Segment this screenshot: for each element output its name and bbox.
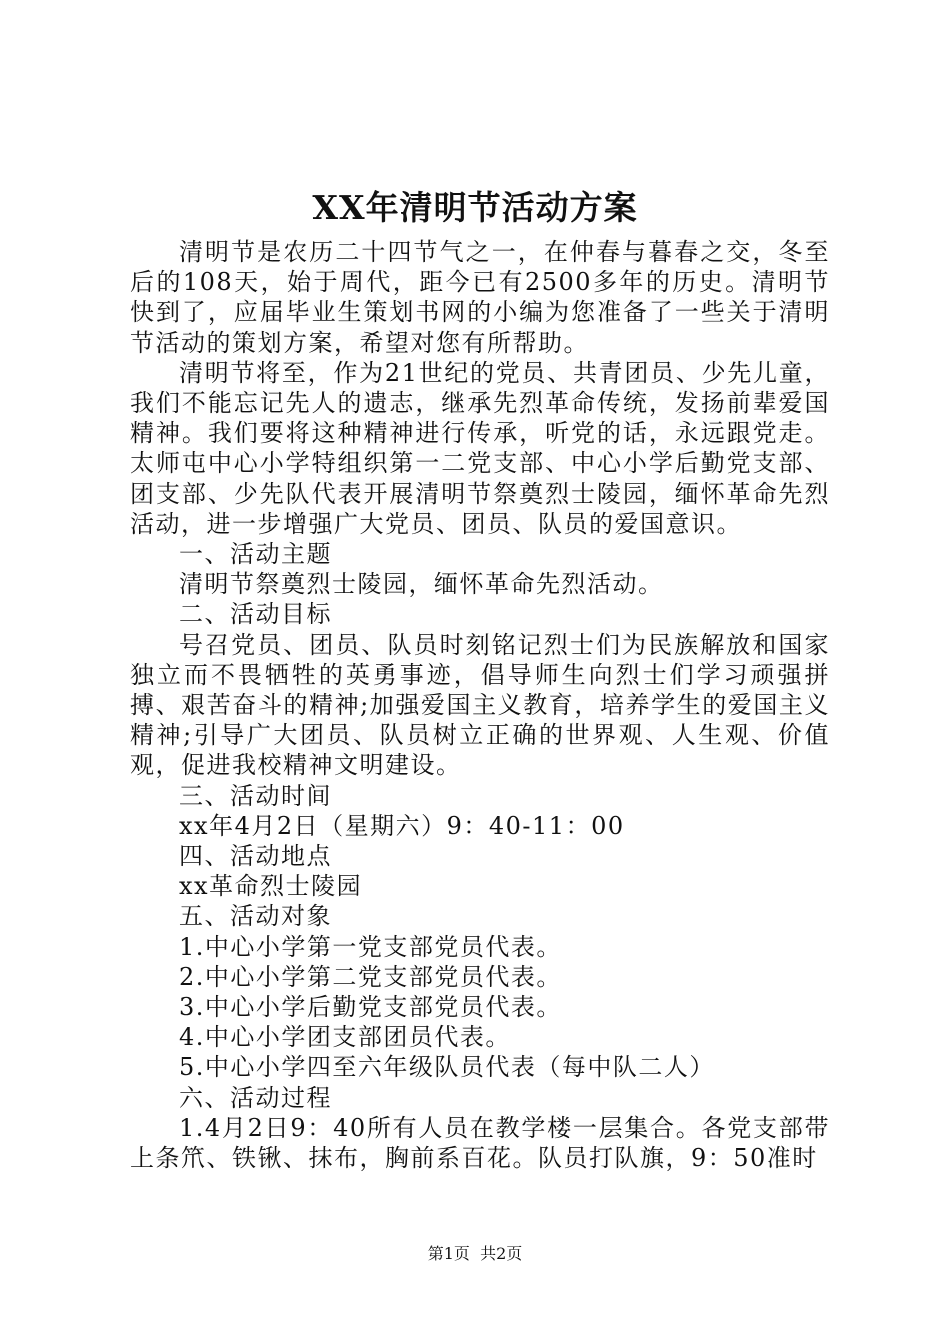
theme-paragraph: 清明节祭奠烈士陵园，缅怀革命先烈活动。 bbox=[179, 570, 664, 599]
section-heading-process: 六、活动过程 bbox=[179, 1083, 332, 1112]
participant-item: 5.中心小学四至六年级队员代表（每中队二人） bbox=[179, 1053, 715, 1082]
section-heading-participants: 五、活动对象 bbox=[179, 902, 332, 931]
section-heading-theme: 一、活动主题 bbox=[179, 540, 332, 569]
participant-item: 3.中心小学后勤党支部党员代表。 bbox=[179, 993, 562, 1022]
document-body bbox=[130, 237, 830, 1173]
document-title: XX年清明节活动方案 bbox=[312, 188, 638, 227]
background-paragraph: 清明节将至，作为21世纪的党员、共青团员、少先儿童，我们不能忘记先人的遗志，继承先烈革命传统，发扬前辈爱国精神。我们要将这种精神进行传承，听党的话，永远跟党走。太师屯中心小学特组织第一二党支部、中心小学后勤党支部、团支部、少先队代表开展清明节祭奠烈士陵园，缅怀革命先烈活动，进一步增强广大党员、团员、队员的爱国意识。 bbox=[130, 358, 830, 538]
goal-paragraph: 号召党员、团员、队员时刻铭记烈士们为民族解放和国家独立而不畏牺牲的英勇事迹，倡导师生向烈士们学习顽强拼搏、艰苦奋斗的精神;加强爱国主义教育，培养学生的爱国主义精神;引导广大团员、队员树立正确的世界观、人生观、价值观，促进我校精神文明建设。 bbox=[130, 630, 830, 780]
participant-item: 2.中心小学第二党支部党员代表。 bbox=[179, 962, 562, 991]
page-number-total: 共2页 bbox=[480, 1244, 523, 1263]
page-number-current: 第1页 bbox=[427, 1244, 470, 1263]
page-footer bbox=[0, 1243, 950, 1265]
section-heading-goal: 二、活动目标 bbox=[179, 600, 332, 629]
location-paragraph: xx革命烈士陵园 bbox=[179, 872, 363, 901]
time-paragraph: xx年4月2日（星期六）9：40-11：00 bbox=[179, 811, 625, 840]
intro-paragraph: 清明节是农历二十四节气之一，在仲春与暮春之交，冬至后的108天，始于周代，距今已有2500多年的历史。清明节快到了，应届毕业生策划书网的小编为您准备了一些关于清明节活动的策划方案，希望对您有所帮助。 bbox=[130, 238, 830, 357]
participant-item: 1.中心小学第一党支部党员代表。 bbox=[179, 932, 562, 961]
section-heading-time: 三、活动时间 bbox=[179, 781, 332, 810]
section-heading-location: 四、活动地点 bbox=[179, 842, 332, 871]
participant-item: 4.中心小学团支部团员代表。 bbox=[179, 1023, 511, 1052]
process-step: 1.4月2日9：40所有人员在教学楼一层集合。各党支部带上条笊、铁锹、抹布，胸前系百花。队员打队旗，9：50准时 bbox=[130, 1113, 830, 1173]
